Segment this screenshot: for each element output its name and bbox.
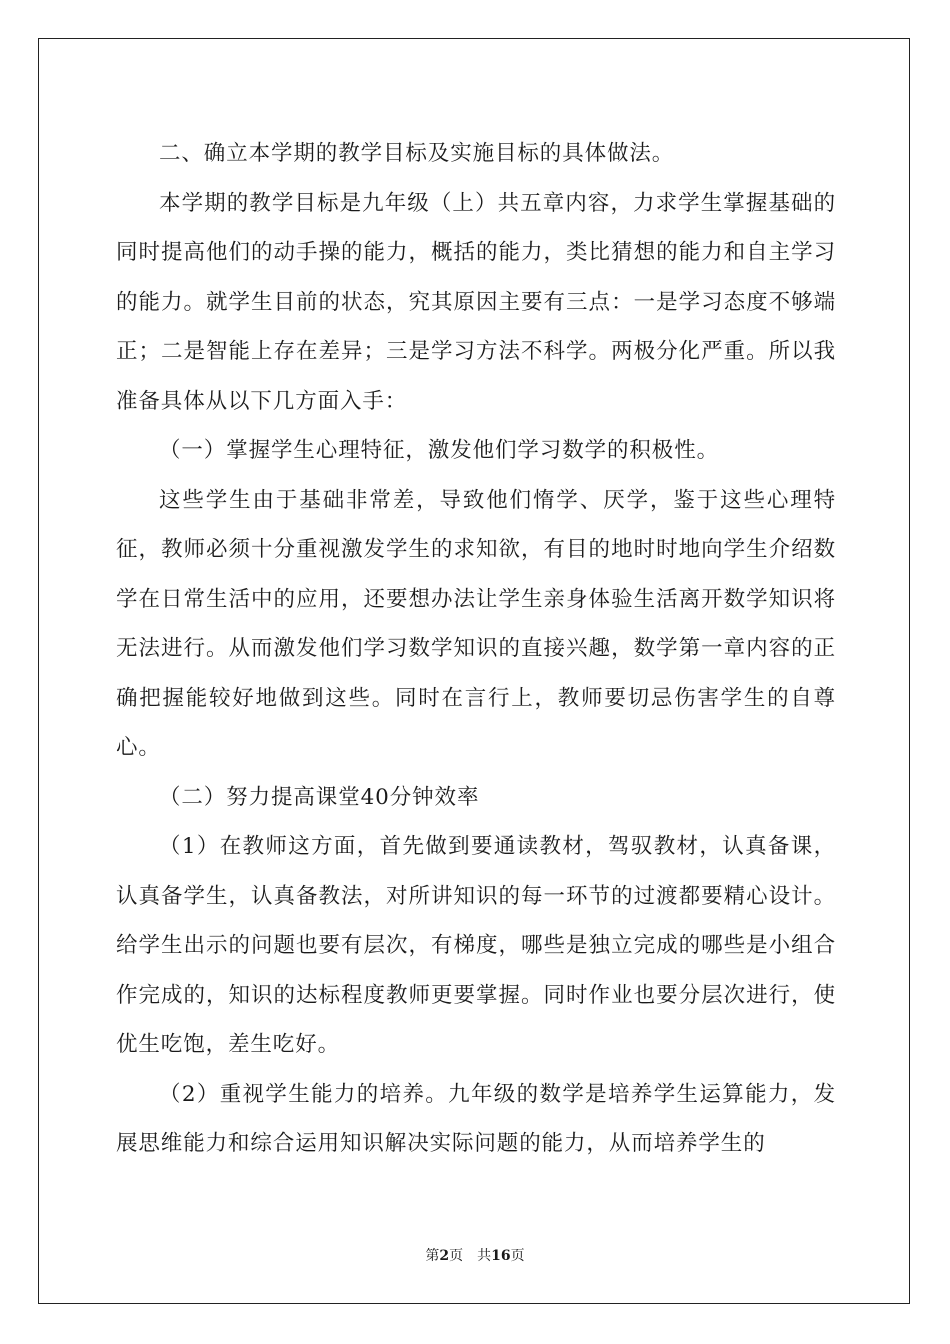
body-paragraph: （1）在教师这方面，首先做到要通读教材，驾驭教材，认真备课，认真备学生，认真备教法，对所讲知识的每一环节的过渡都要精心设计。给学生出示的问题也要有层次，有梯度，哪些是独立完成的哪些是小组合作完成的，知识的达标程度教师更要掌握。同时作业也要分层次进行，使优生吃饱，差生吃好。 bbox=[116, 834, 836, 1057]
body-paragraph: 本学期的教学目标是九年级（上）共五章内容，力求学生掌握基础的同时提高他们的动手操的能力，概括的能力，类比猜想的能力和自主学习的能力。就学生目前的状态，究其原因主要有三点：一是学习态度不够端正；二是智能上存在差异；三是学习方法不科学。两极分化严重。所以我准备具体从以下几方面入手： bbox=[116, 190, 836, 414]
page-label-suffix: 页 bbox=[449, 1248, 464, 1264]
body-paragraph: （2）重视学生能力的培养。九年级的数学是培养学生运算能力，发展思维能力和综合运用知识解决实际问题的能力，从而培养学生的 bbox=[116, 1081, 836, 1156]
subsection-heading: （一）掌握学生心理特征，激发他们学习数学的积极性。 bbox=[159, 438, 720, 463]
body-paragraph: 这些学生由于基础非常差，导致他们惰学、厌学，鉴于这些心理特征，教师必须十分重视激发学生的求知欲，有目的地时时地向学生介绍数学在日常生活中的应用，还要想办法让学生亲身体验生活离开数学知识将无法进行。从而激发他们学习数学知识的直接兴趣，数学第一章内容的正确把握能较好地做到这些。同时在言行上，教师要切忌伤害学生的自尊心。 bbox=[116, 487, 836, 760]
section-heading: 二、确立本学期的教学目标及实施目标的具体做法。 bbox=[159, 141, 675, 166]
page-label-prefix: 第 bbox=[425, 1248, 440, 1264]
total-label-suffix: 页 bbox=[510, 1248, 525, 1264]
document-body bbox=[116, 129, 836, 1169]
page-footer bbox=[0, 1246, 950, 1266]
total-page-count: 16 bbox=[491, 1248, 511, 1264]
subsection-heading: （二）努力提高课堂40分钟效率 bbox=[159, 784, 480, 810]
total-label-prefix: 共 bbox=[477, 1248, 492, 1264]
current-page-number: 2 bbox=[439, 1248, 450, 1264]
